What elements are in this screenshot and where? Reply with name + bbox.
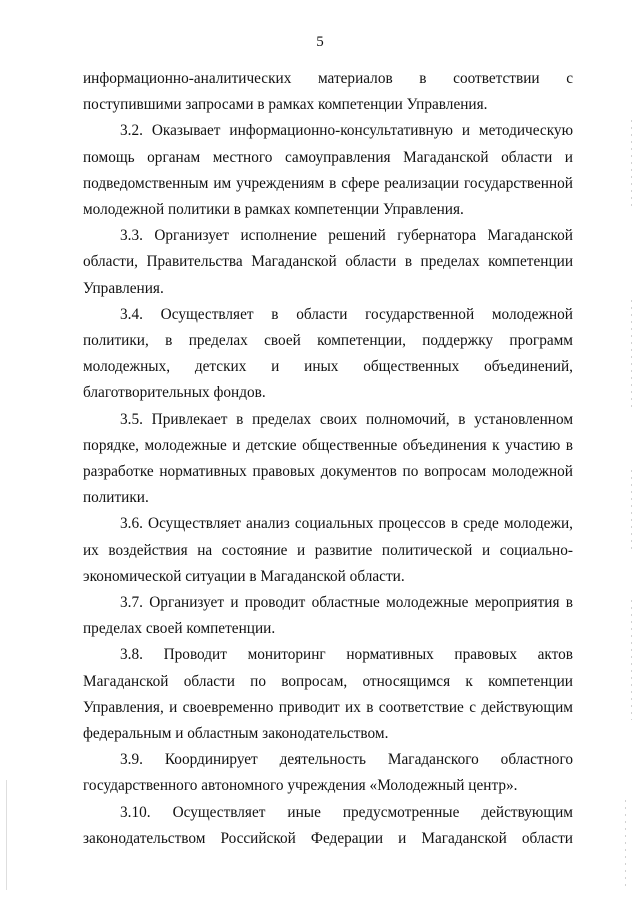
paragraph-3-10: 3.10. Осуществляет иные предусмотренные действующим законодательством Российской Федерации и Магаданской области	[83, 803, 573, 847]
document-body	[83, 66, 573, 852]
paragraph-3-8: 3.8. Проводит мониторинг нормативных правовых актов Магаданской области по вопросам, относящимся к компетенции Управления, и своевременно приводит их в соответствие с действующим федеральным и областным законодательством.	[83, 646, 573, 743]
paragraph-3-4: 3.4. Осуществляет в области государственной молодежной политики, в пределах своей компетенции, поддержку программ молодежных, детских и иных общественных объединений, благотворительных фондов.	[83, 305, 573, 402]
scan-artifact	[625, 800, 626, 890]
paragraph-3-9: 3.9. Координирует деятельность Магаданского областного государственного автономного учреждения «Молодежный центр».	[83, 751, 573, 795]
paragraph-continuation: информационно-аналитических материалов в соответствии с поступившими запросами в рамках компетенции Управления.	[83, 70, 573, 114]
scan-artifact	[631, 300, 632, 410]
page-number: 5	[316, 34, 324, 50]
scan-artifact	[631, 600, 632, 720]
paragraph-3-3: 3.3. Организует исполнение решений губернатора Магаданской области, Правительства Магаданской области в пределах компетенции Управления.	[83, 227, 573, 297]
paragraph-3-2: 3.2. Оказывает информационно-консультативную и методическую помощь органам местного самоуправления Магаданской области и подведомственным им учреждениям в сфере реализации государственной молодежной политики в рамках компетенции Управления.	[83, 122, 573, 219]
scan-artifact	[6, 780, 7, 890]
scan-artifact	[631, 120, 632, 210]
paragraph-3-6: 3.6. Осуществляет анализ социальных процессов в среде молодежи, их воздействия на состояние и развитие политической и социально-экономической ситуации в Магаданской области.	[83, 515, 573, 585]
scan-artifact	[631, 470, 632, 550]
paragraph-3-5: 3.5. Привлекает в пределах своих полномочий, в установленном порядке, молодежные и детские общественные объединения к участию в разработке нормативных правовых документов по вопросам молодежной политики.	[83, 410, 573, 507]
paragraph-3-7: 3.7. Организует и проводит областные молодежные мероприятия в пределах своей компетенции.	[83, 594, 573, 638]
